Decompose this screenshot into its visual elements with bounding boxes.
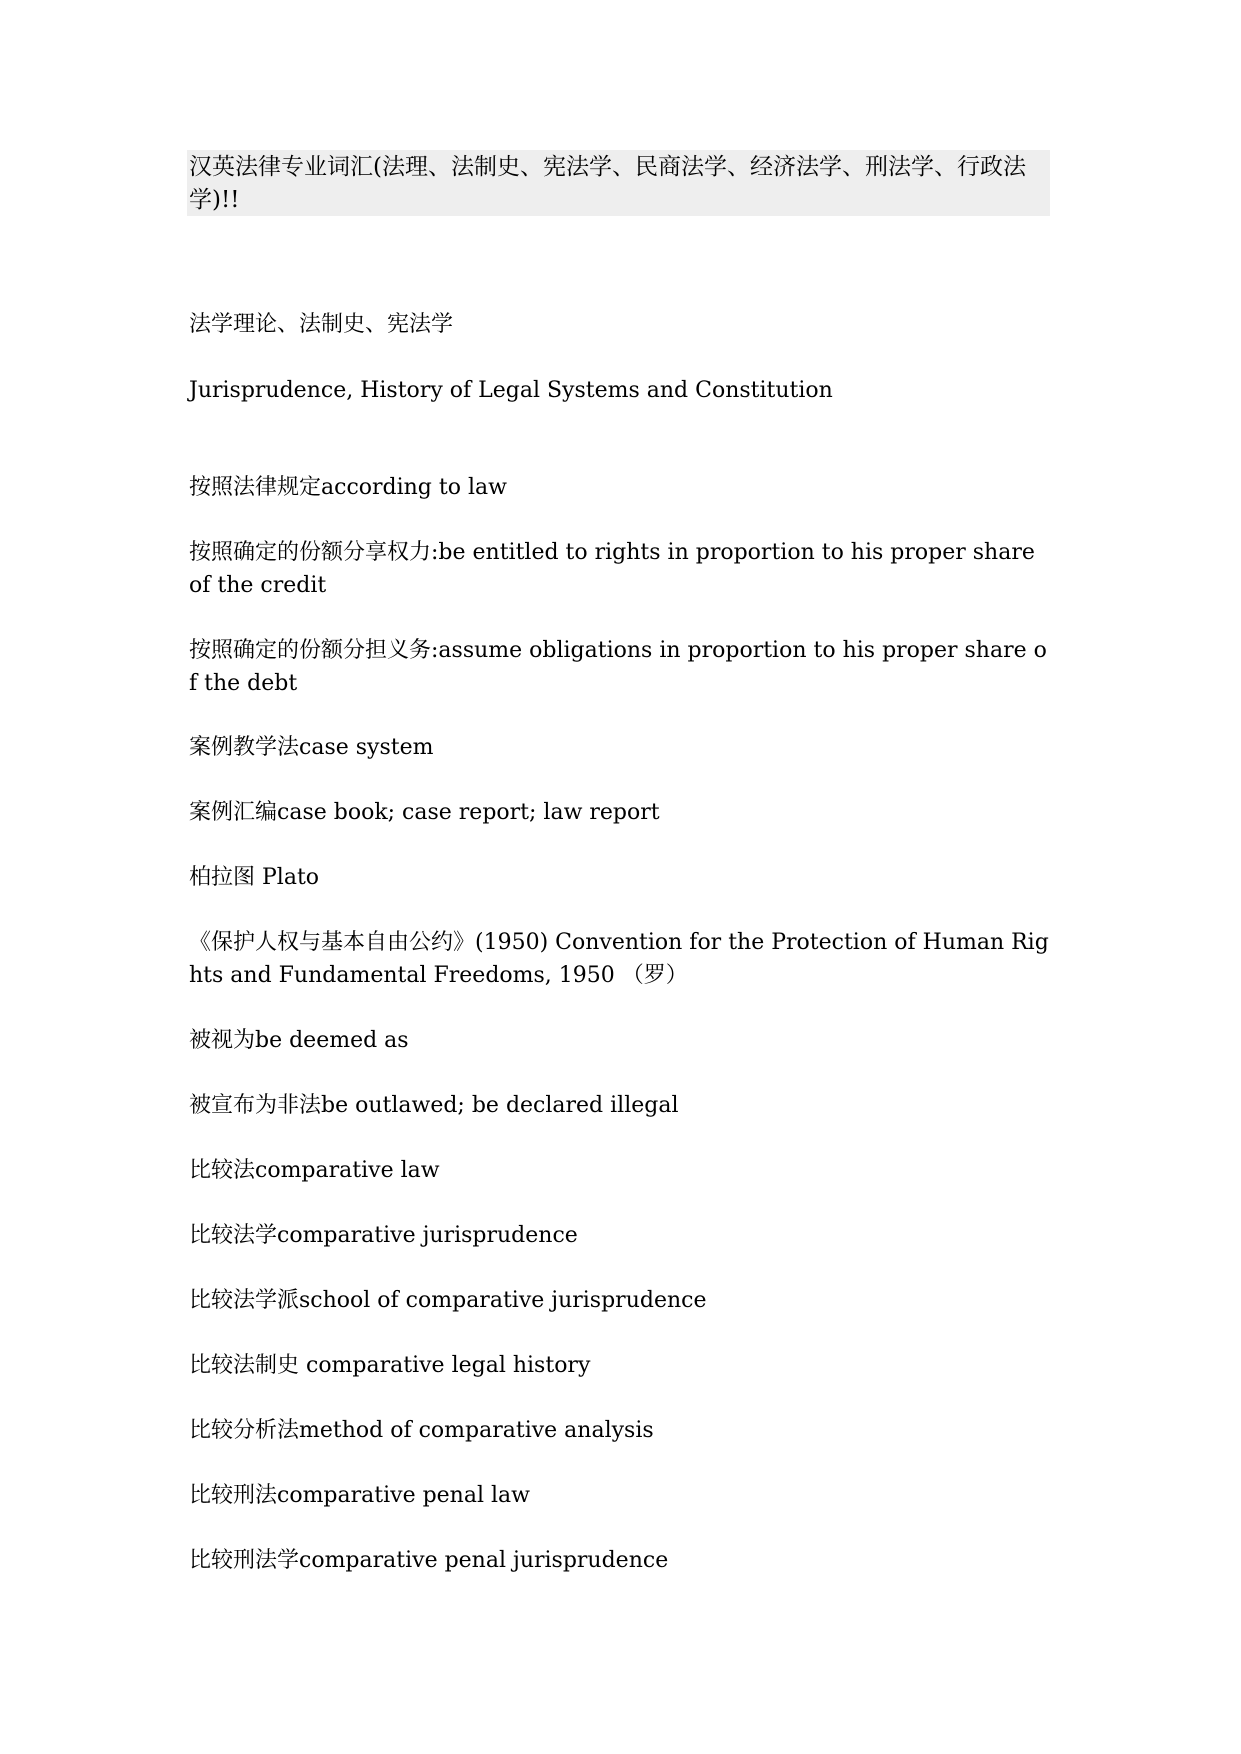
section-heading-chinese: 法学理论、法制史、宪法学 <box>189 312 454 337</box>
glossary-entry: 比较法comparative law <box>189 1158 440 1183</box>
glossary-entry: 比较法制史 comparative legal history <box>189 1353 591 1378</box>
glossary-entry: 比较法学comparative jurisprudence <box>189 1223 578 1248</box>
glossary-entry: 按照法律规定according to law <box>189 475 507 500</box>
glossary-entry: 《保护人权与基本自由公约》(1950) Convention for the Protection of Human Rights and Fundamental Freedoms, 1950 （罗） <box>189 930 1049 988</box>
glossary-entry: 案例汇编case book; case report; law report <box>189 800 660 825</box>
glossary-entry: 柏拉图 Plato <box>189 865 320 890</box>
glossary-entry: 按照确定的份额分享权力:be entitled to rights in proportion to his proper share of the credit <box>189 540 1035 598</box>
document-title: 汉英法律专业词汇(法理、法制史、宪法学、民商法学、经济法学、刑法学、行政法学)!! <box>189 154 1026 213</box>
glossary-entry: 被宣布为非法be outlawed; be declared illegal <box>189 1093 679 1118</box>
glossary-entry: 比较法学派school of comparative jurisprudence <box>189 1288 707 1313</box>
glossary-entry: 比较刑法comparative penal law <box>189 1483 530 1508</box>
glossary-entry: 按照确定的份额分担义务:assume obligations in proportion to his proper share of the debt <box>189 638 1047 696</box>
section-heading-english: Jurisprudence, History of Legal Systems and Constitution <box>189 378 833 403</box>
glossary-entry: 案例教学法case system <box>189 735 434 760</box>
glossary-entry: 被视为be deemed as <box>189 1028 409 1053</box>
glossary-entry: 比较分析法method of comparative analysis <box>189 1418 654 1443</box>
glossary-entry: 比较刑法学comparative penal jurisprudence <box>189 1548 669 1573</box>
